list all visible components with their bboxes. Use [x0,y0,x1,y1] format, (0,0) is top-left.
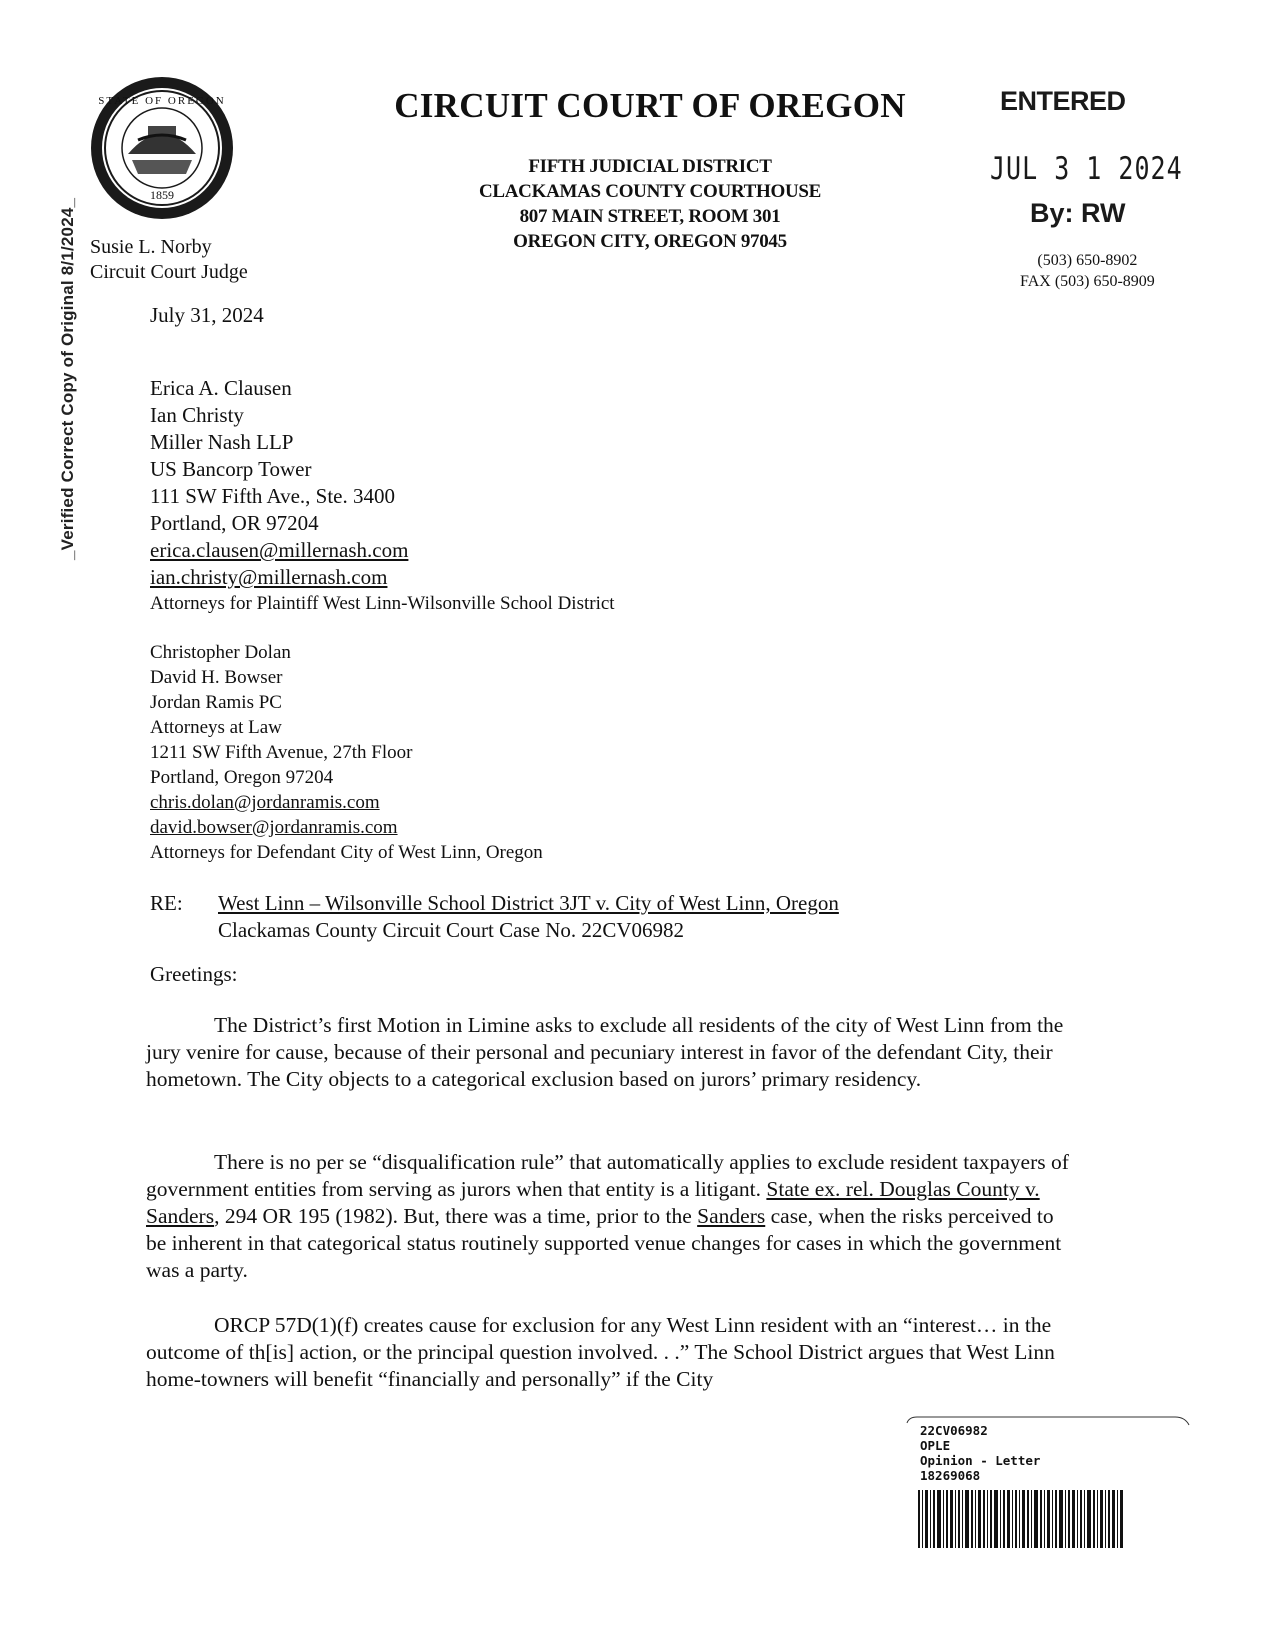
case-number: Clackamas County Circuit Court Case No. 22CV06982 [218,918,685,942]
recipient-line: Ian Christy [150,403,244,427]
entered-date: JUL 3 1 2024 [990,150,1183,187]
court-title: CIRCUIT COURT OF OREGON [394,86,906,125]
case-citation: Sanders [697,1204,766,1228]
paragraph-2-text: There is no per se “disqualification rule” that automatically applies to exclude resident taxpayers of government entities from serving as jurors when that entity is a litigant. [146,1150,1069,1201]
recipient-line: David H. Bowser [150,667,283,688]
recipient-line: Miller Nash LLP [150,430,294,454]
entered-by: By: RW [1030,198,1126,228]
recipient-line: 1211 SW Fifth Avenue, 27th Floor [150,742,413,763]
case-citation: State ex. rel. Douglas County v. Sanders [146,1177,1040,1228]
email-link[interactable]: ian.christy@millernash.com [150,565,388,589]
paragraph-2-text: , 294 OR 195 (1982). But, there was a time, prior to the [214,1204,698,1228]
email-link[interactable]: david.bowser@jordanramis.com [150,817,398,838]
court-address-line: 807 MAIN STREET, ROOM 301 [519,206,781,227]
barcode-code: OPLE [920,1438,951,1453]
case-title: West Linn – Wilsonville School District 3JT v. City of West Linn, Oregon [218,891,839,915]
recipient-block-plaintiff [150,375,615,616]
recipient-line: US Bancorp Tower [150,457,312,481]
court-address-line: FIFTH JUDICIAL DISTRICT [528,156,772,177]
paragraph-1: The District’s first Motion in Limine asks to exclude all residents of the city of West Linn from the jury venire for cause, because of their personal and pecuniary interest in favor of the defendant City, their hometown. The City objects to a categorical exclusion based on jurors’ primary residency. [146,1013,1064,1091]
recipient-role: Attorneys for Plaintiff West Linn-Wilsonville School District [150,593,615,614]
recipient-role: Attorneys for Defendant City of West Linn, Oregon [150,842,543,863]
re-text [218,890,839,944]
recipient-line: Portland, OR 97204 [150,511,319,535]
state-of-oregon-seal [88,74,236,222]
recipient-line: Jordan Ramis PC [150,692,282,713]
recipient-block-defendant [150,640,543,865]
verified-copy-stamp: _Verified Correct Copy of Original 8/1/2024_ [58,197,77,560]
recipient-line: Christopher Dolan [150,642,291,663]
court-address-line: OREGON CITY, OREGON 97045 [513,231,787,252]
barcode [918,1490,1124,1548]
entered-stamp: ENTERED [1000,86,1126,116]
court-address-line: CLACKAMAS COUNTY COURTHOUSE [478,181,822,202]
greeting: Greetings: [150,962,238,986]
email-link[interactable]: erica.clausen@millernash.com [150,538,409,562]
paragraph-2 [146,1149,1076,1284]
court-fax: FAX (503) 650-8909 [1020,273,1155,290]
recipient-line: 111 SW Fifth Ave., Ste. 3400 [150,484,396,508]
judge-name: Susie L. Norby [90,236,212,258]
court-address [400,154,900,254]
recipient-line: Attorneys at Law [150,717,282,738]
court-phone: (503) 650-8902 [1037,252,1138,269]
paragraph-2-text: case, when the risks perceived to be inherent in that categorical status routinely supported venue changes for cases in which the government was a party. [146,1204,1062,1282]
court-contact [1020,250,1155,292]
paragraph-3: ORCP 57D(1)(f) creates cause for exclusion for any West Linn resident with an “interest… in the outcome of th[is] action, or the principal question involved. . .” The School District argues that West Linn home-towners will benefit “financially and personally” if the City [146,1313,1055,1391]
re-label: RE: [150,891,183,915]
seal-year: 1859 [150,188,174,202]
letter-date: July 31, 2024 [150,303,264,327]
barcode-doc-type: Opinion - Letter [920,1453,1041,1468]
seal-text-top: STATE OF OREGON [98,95,226,107]
recipient-line: Erica A. Clausen [150,376,292,400]
judge-block [90,235,248,285]
barcode-label-text [920,1423,1040,1483]
recipient-line: Portland, Oregon 97204 [150,767,334,788]
barcode-number: 18269068 [920,1468,981,1483]
judge-title: Circuit Court Judge [90,261,248,283]
email-link[interactable]: chris.dolan@jordanramis.com [150,792,380,813]
barcode-case-number: 22CV06982 [920,1423,988,1438]
